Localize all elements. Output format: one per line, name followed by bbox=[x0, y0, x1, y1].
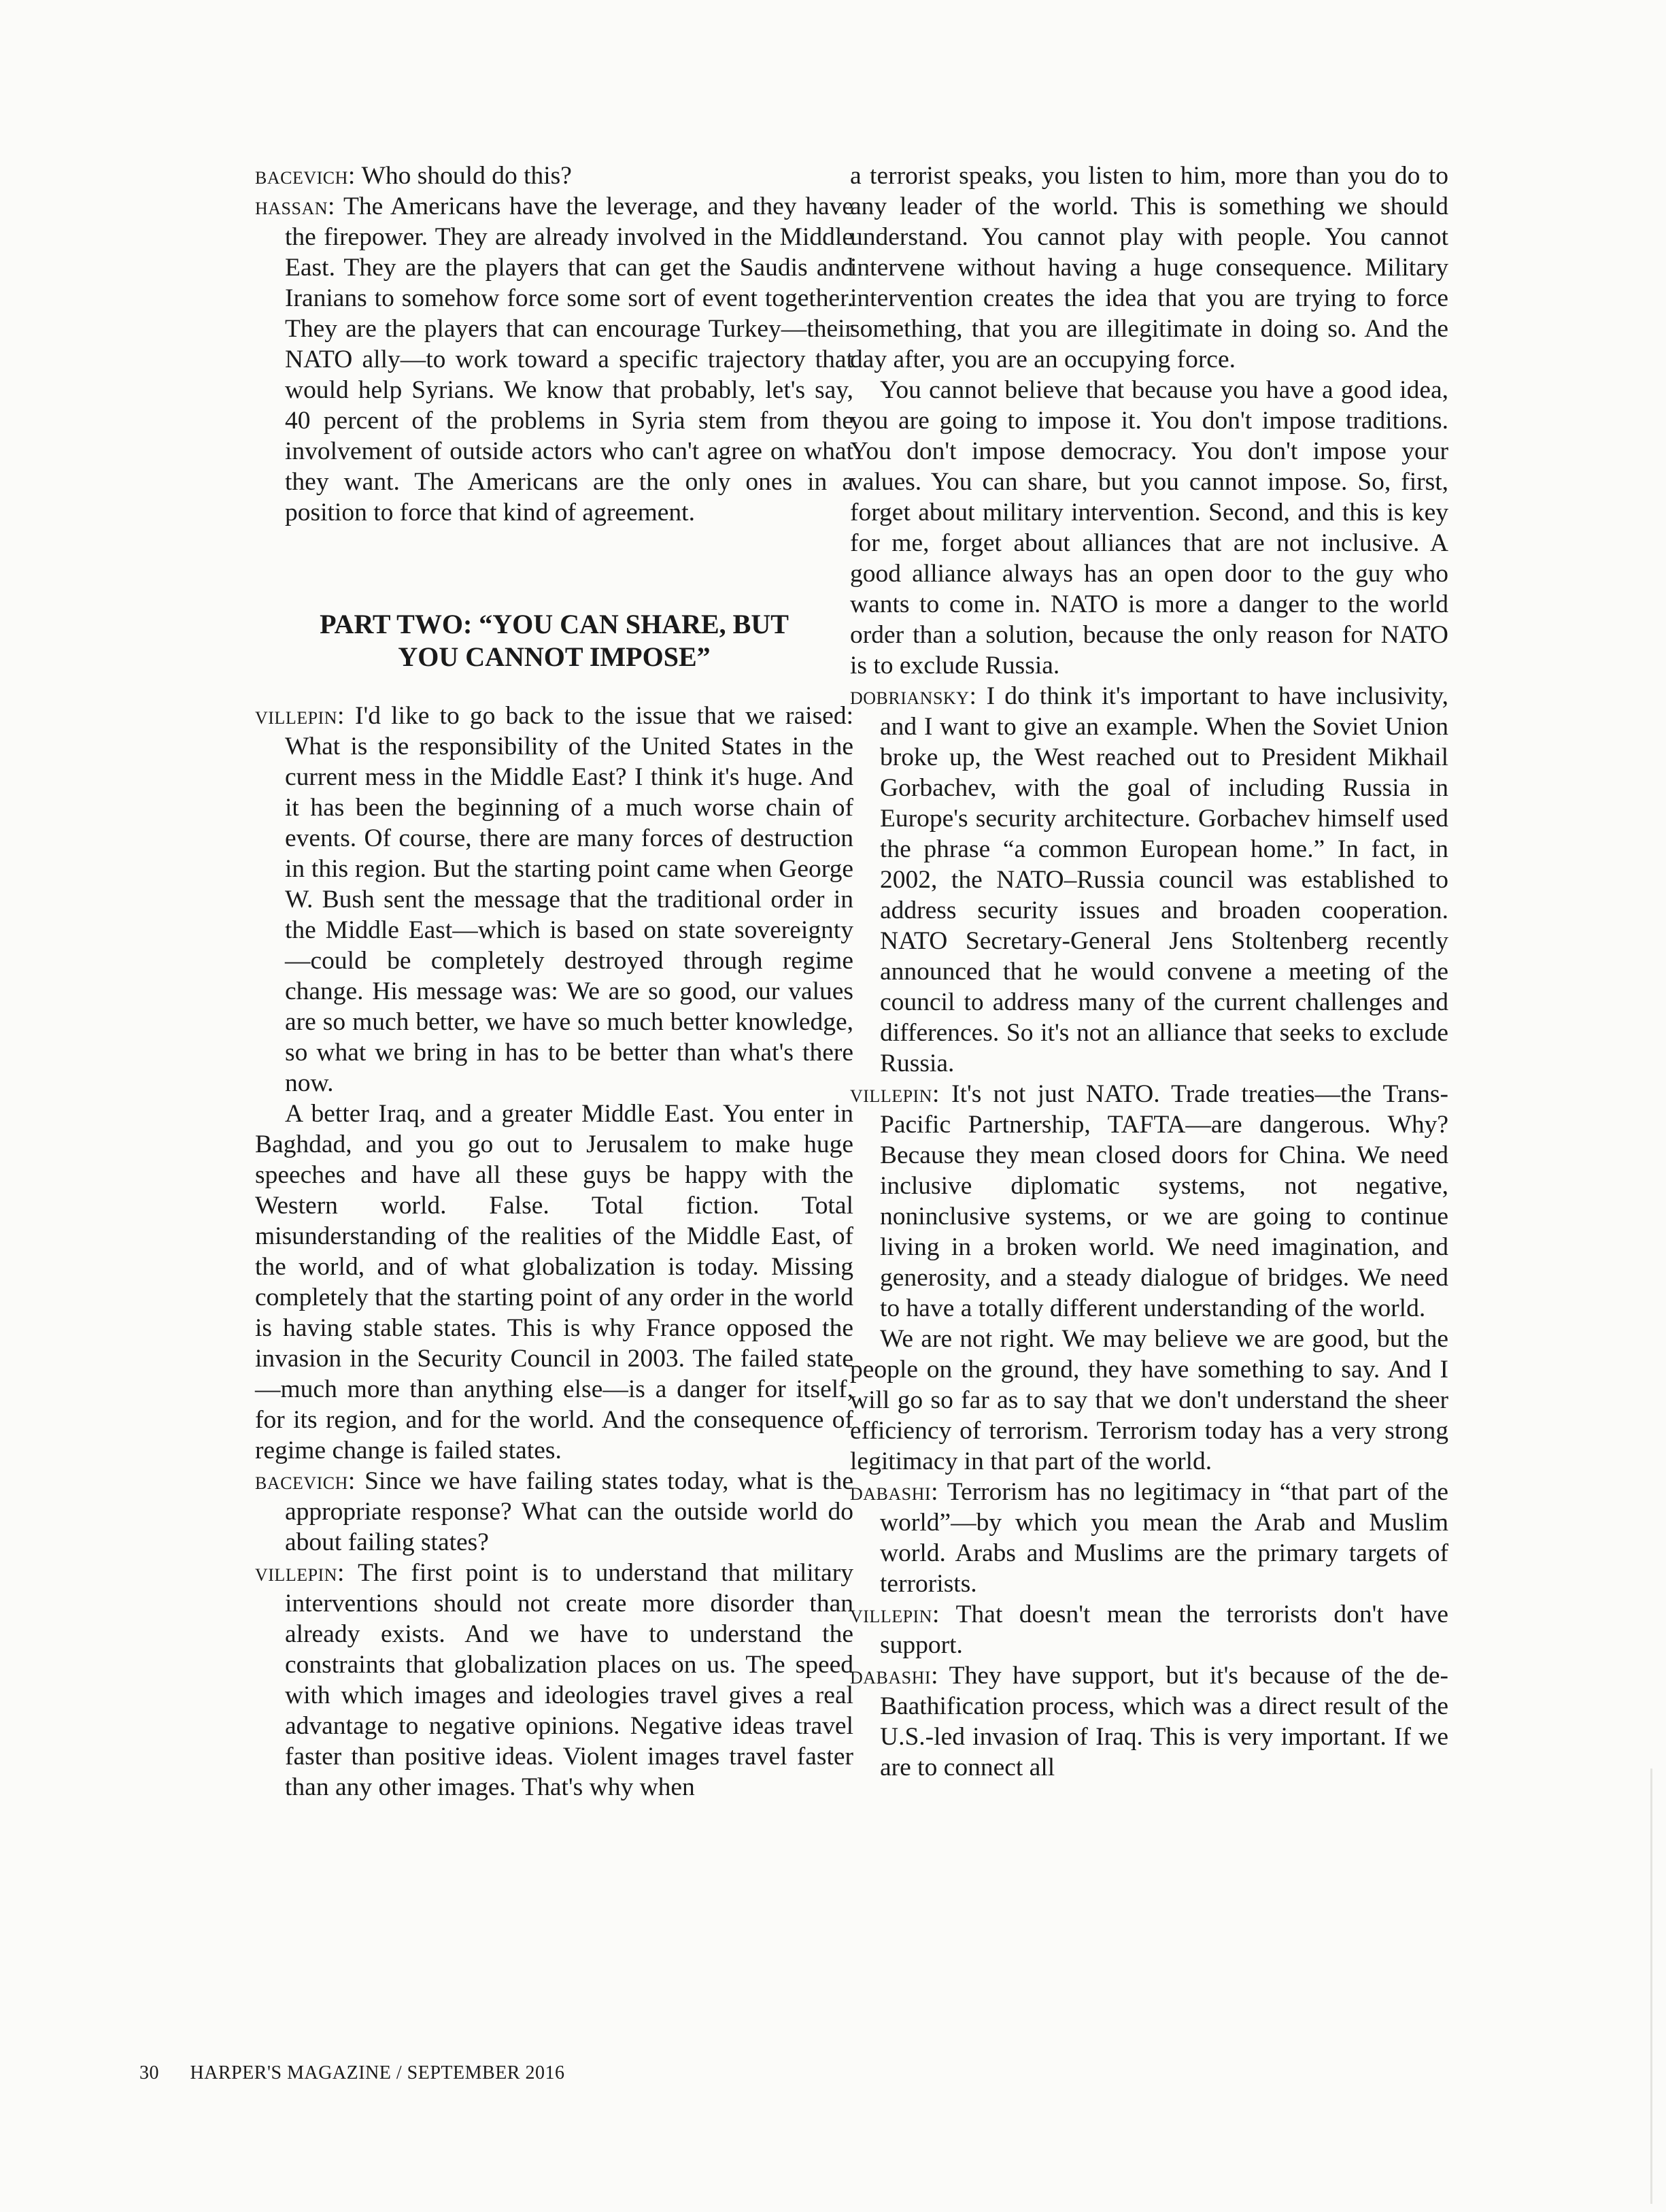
paragraph-text: Terrorism has no legitimacy in “that part of the world”—by which you mean the Arab and Muslim world. Arabs and Muslims are the primary targets of terrorists. bbox=[880, 1478, 1448, 1598]
paragraph-text: The first point is to understand that military interventions should not create more disorder than already exists. And we have to understand the constraints that globalization places on us. The speed with which images and ideologies travel gives a real advantage to negative opinions. Negative ideas travel faster than positive ideas. Violent images travel faster than any other images. That's why when bbox=[285, 1559, 853, 1801]
left-column bbox=[255, 161, 853, 1803]
speaker-name: hassan: bbox=[255, 192, 335, 220]
paragraph-text: You cannot believe that because you have a good idea, you are going to impose it. You don't impose traditions. You don't impose democracy. You don't impose your values. You can share, but you cannot impose. So, first, forget about military intervention. Second, and this is key for me, forget about alliances that are not inclusive. A good alliance always has an open door to the guy who wants to come in. NATO is more a danger to the world order than a solution, because the only reason for NATO is to exclude Russia. bbox=[850, 376, 1448, 680]
speaker-name: bacevich: bbox=[255, 162, 356, 190]
paragraph bbox=[850, 161, 1448, 375]
section-heading-line-2: YOU CANNOT IMPOSE” bbox=[398, 641, 711, 672]
paragraph bbox=[850, 681, 1448, 1079]
paragraph bbox=[255, 161, 853, 191]
paragraph bbox=[850, 1079, 1448, 1324]
paragraph bbox=[255, 701, 853, 1099]
paragraph bbox=[255, 1099, 853, 1466]
paragraph bbox=[850, 375, 1448, 681]
paragraph bbox=[850, 1660, 1448, 1783]
paragraph-text: It's not just NATO. Trade treaties—the Trans-Pacific Partnership, TAFTA—are dangerous. Why? Because they mean closed doors for China. We need inclusive diplomatic systems, not negative, noninclusive systems, or we are going to continue living in a broken world. We need imagination, and generosity, and a steady dialogue of bridges. We need to have a totally different understanding of the world. bbox=[880, 1080, 1448, 1322]
publication-line: HARPER'S MAGAZINE / SEPTEMBER 2016 bbox=[190, 2062, 565, 2083]
paragraph-text: A better Iraq, and a greater Middle East. You enter in Baghdad, and you go out to Jerusalem to make huge speeches and have all these guys be happy with the Western world. False. Total fiction. Total misunderstanding of the realities of the Middle East, of the world, and of what globalization is today. Missing completely that the starting point of any order in the world is having stable states. This is why France opposed the invasion in the Security Council in 2003. The failed state—much more than anything else—is a danger for itself, for its region, and for the world. And the consequence of regime change is failed states. bbox=[255, 1100, 853, 1464]
paragraph-text: a terrorist speaks, you listen to him, more than you do to any leader of the world. This is something we should understand. You cannot play with people. You cannot intervene without having a huge consequence. Military intervention creates the idea that you are trying to force something, that you are illegitimate in doing so. And the day after, you are an occupying force. bbox=[850, 162, 1448, 373]
speaker-name: dabashi: bbox=[850, 1478, 938, 1506]
paragraph bbox=[255, 191, 853, 528]
paragraph-text: We are not right. We may believe we are good, but the people on the ground, they have something to say. And I will go so far as to say that we don't understand the sheer efficiency of terrorism. Terrorism today has a very strong legitimacy in that part of the world. bbox=[850, 1325, 1448, 1475]
speaker-name: villepin: bbox=[850, 1080, 940, 1108]
paragraph bbox=[850, 1324, 1448, 1477]
paragraph-text: Since we have failing states today, what is the appropriate response? What can the outside world do about failing states? bbox=[285, 1467, 853, 1556]
scan-edge-divider bbox=[1650, 1769, 1652, 2204]
speaker-name: villepin: bbox=[255, 702, 345, 730]
speaker-name: dobriansky: bbox=[850, 682, 977, 710]
paragraph-text: I do think it's important to have inclusivity, and I want to give an example. When the Soviet Union broke up, the West reached out to President Mikhail Gorbachev, with the goal of including Russia in Europe's security architecture. Gorbachev himself used the phrase “a common European home.” In fact, in 2002, the NATO–Russia council was established to address security issues and broaden cooperation. NATO Secretary-General Jens Stoltenberg recently announced that he would convene a meeting of the council to address many of the current challenges and differences. So it's not an alliance that seeks to exclude Russia. bbox=[880, 682, 1448, 1077]
paragraph bbox=[850, 1599, 1448, 1660]
paragraph bbox=[255, 1558, 853, 1803]
page-footer bbox=[139, 2062, 564, 2084]
speaker-name: dabashi: bbox=[850, 1662, 938, 1690]
paragraph-text: The Americans have the leverage, and they have the firepower. They are already involved in the Middle East. They are the players that can get the Saudis and Iranians to somehow force some sort of event together. They are the players that can encourage Turkey—their NATO ally—to work toward a specific trajectory that would help Syrians. We know that probably, let's say, 40 percent of the problems in Syria stem from the involvement of outside actors who can't agree on what they want. The Americans are the only ones in a position to force that kind of agreement. bbox=[285, 192, 853, 526]
right-column bbox=[850, 161, 1448, 1783]
paragraph-text: Who should do this? bbox=[361, 162, 572, 190]
paragraph-text: I'd like to go back to the issue that we raised: What is the responsibility of the United States in the current mess in the Middle East? I think it's huge. And it has been the beginning of a much worse chain of events. Of course, there are many forces of destruction in this region. But the starting point came when George W. Bush sent the message that the traditional order in the Middle East—which is based on state sovereignty—could be completely destroyed through regime change. His message was: We are so good, our values are so much better, we have so much better knowledge, so what we bring in has to be better than what's there now. bbox=[285, 702, 853, 1097]
paragraph bbox=[255, 1466, 853, 1558]
section-heading-line-1: PART TWO: “YOU CAN SHARE, BUT bbox=[320, 609, 789, 639]
paragraph bbox=[850, 1477, 1448, 1599]
paragraph-text: That doesn't mean the terrorists don't have support. bbox=[880, 1601, 1448, 1659]
page-number: 30 bbox=[139, 2062, 159, 2083]
section-heading bbox=[255, 608, 853, 673]
speaker-name: bacevich: bbox=[255, 1467, 356, 1495]
speaker-name: villepin: bbox=[850, 1601, 940, 1628]
speaker-name: villepin: bbox=[255, 1559, 345, 1587]
paragraph-text: They have support, but it's because of the de-Baathification process, which was a direct result of the U.S.-led invasion of Iraq. This is very important. If we are to connect all bbox=[880, 1662, 1448, 1781]
